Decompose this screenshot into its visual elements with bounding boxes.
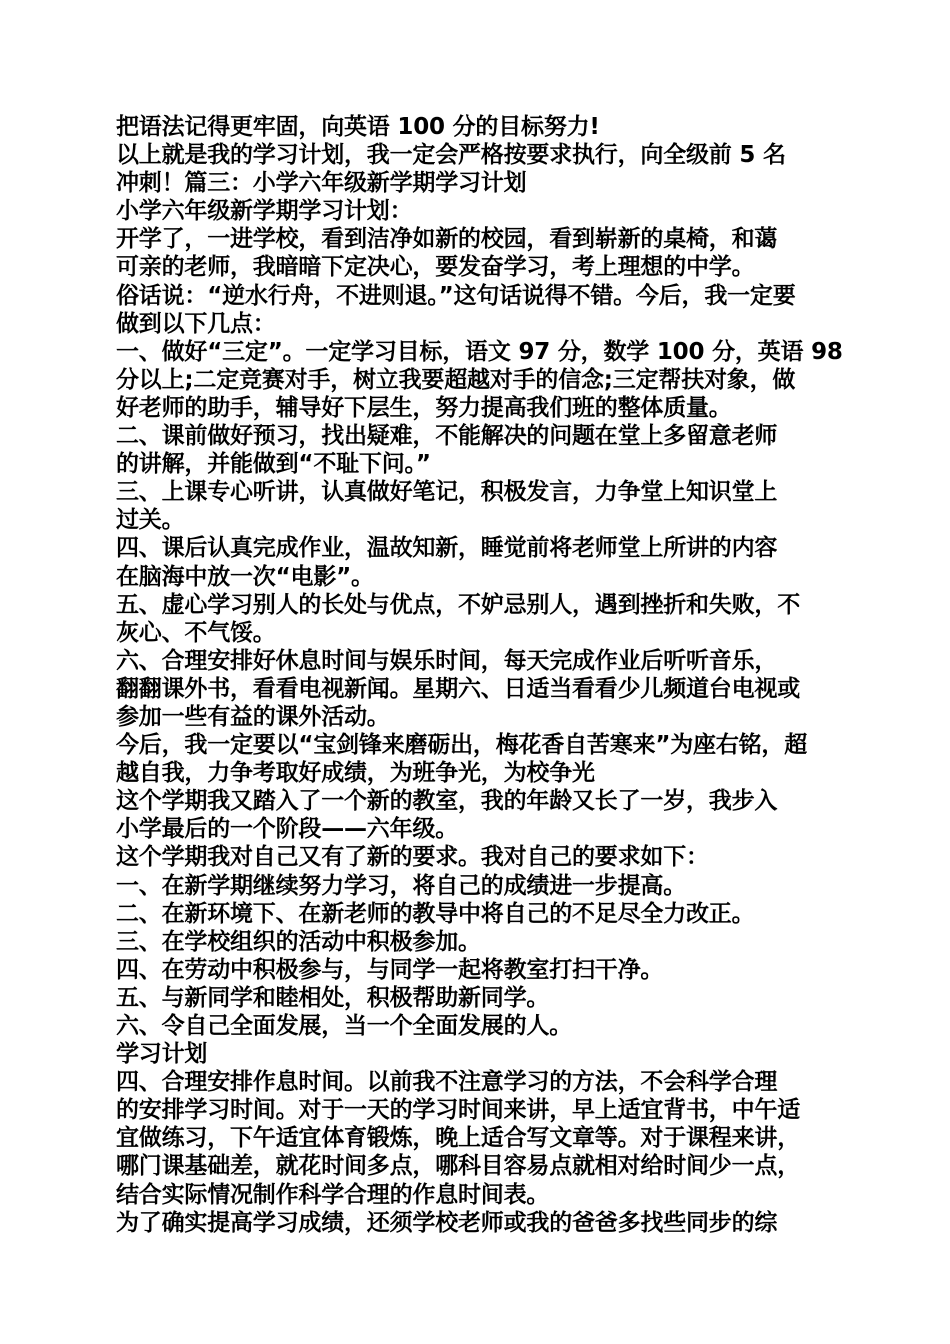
text-line: 二、课前做好预习，找出疑难，不能解决的问题在堂上多留意老师 — [116, 423, 778, 450]
text-line: 五、虚心学习别人的长处与优点，不妒忌别人，遇到挫折和失败，不 — [116, 591, 801, 618]
text-line: 今后，我一定要以“宝剑锋来磨砺出，梅花香自苦寒来”为座右铭，超 — [116, 732, 808, 759]
text-line: 四、合理安排作息时间。以前我不注意学习的方法，不会科学合理 — [116, 1069, 778, 1096]
text-line: 小学最后的一个阶段——六年级。 — [116, 816, 459, 843]
text-line: 翻翻课外书，看看电视新闻。星期六、日适当看看少儿频道台电视或 — [116, 675, 801, 702]
text-line: 哪门课基础差，就花时间多点，哪科目容易点就相对给时间少一点， — [116, 1153, 801, 1180]
text-line: 二、在新环境下、在新老师的教导中将自己的不足尽全力改正。 — [116, 900, 755, 927]
text-line: 五、与新同学和睦相处，积极帮助新同学。 — [116, 984, 550, 1011]
text-line: 一、在新学期继续努力学习，将自己的成绩进一步提高。 — [116, 872, 687, 899]
text-line: 的讲解，并能做到“不耻下问。” — [116, 451, 431, 478]
text-line: 以上就是我的学习计划，我一定会严格按要求执行，向全级前 5 名 — [116, 142, 786, 169]
text-line: 把语法记得更牢固，向英语 100 分的目标努力! — [116, 114, 600, 140]
text-line: 的安排学习时间。对于一天的学习时间来讲，早上适宜背书，中午适 — [116, 1097, 801, 1124]
text-line: 四、课后认真完成作业，温故知新，睡觉前将老师堂上所讲的内容 — [116, 535, 778, 562]
text-line: 好老师的助手，辅导好下层生，努力提高我们班的整体质量。 — [116, 394, 732, 421]
text-line: 越自我，力争考取好成绩，为班争光，为校争光 — [116, 760, 595, 787]
text-line: 三、上课专心听讲，认真做好笔记，积极发言，力争堂上知识堂上 — [116, 479, 778, 506]
document-body — [116, 113, 846, 1237]
text-line: 这个学期我又踏入了一个新的教室，我的年龄又长了一岁，我步入 — [116, 788, 778, 815]
text-line: 四、在劳动中积极参与，与同学一起将教室打扫干净。 — [116, 956, 664, 983]
text-line: 小学六年级新学期学习计划： — [116, 198, 413, 225]
text-line: 在脑海中放一次“电影”。 — [116, 563, 374, 590]
text-line: 结合实际情况制作科学合理的作息时间表。 — [116, 1181, 550, 1208]
text-line: 这个学期我对自己又有了新的要求。我对自己的要求如下： — [116, 844, 709, 871]
text-line: 六、令自己全面发展，当一个全面发展的人。 — [116, 1013, 573, 1039]
text-line: 宜做练习，下午适宜体育锻炼，晚上适合写文章等。对于课程来讲， — [116, 1125, 801, 1152]
text-line: 过关。 — [116, 507, 185, 534]
text-line: 灰心、不气馁。 — [116, 619, 276, 646]
text-line: 六、合理安排好休息时间与娱乐时间，每天完成作业后听听音乐， — [116, 647, 778, 674]
text-line: 学习计划 — [116, 1041, 208, 1068]
text-line: 三、在学校组织的活动中积极参加。 — [116, 928, 481, 955]
text-line: 为了确实提高学习成绩，还须学校老师或我的爸爸多找些同步的综 — [116, 1209, 778, 1236]
text-line: 俗话说：“逆水行舟，不进则退。”这句话说得不错。今后，我一定要 — [116, 282, 796, 309]
text-line: 做到以下几点： — [116, 310, 276, 337]
text-line: 参加一些有益的课外活动。 — [116, 703, 390, 730]
text-line: 冲刺！篇三：小学六年级新学期学习计划 — [116, 170, 527, 197]
text-line: 可亲的老师，我暗暗下定决心，要发奋学习，考上理想的中学。 — [116, 254, 755, 281]
text-line: 开学了，一进学校，看到洁净如新的校园，看到崭新的桌椅，和蔼 — [116, 226, 778, 253]
text-line: 一、做好“三定”。一定学习目标，语文 97 分，数学 100 分，英语 98 — [116, 338, 843, 365]
text-line: 分以上;二定竞赛对手，树立我要超越对手的信念;三定帮扶对象，做 — [116, 366, 796, 393]
